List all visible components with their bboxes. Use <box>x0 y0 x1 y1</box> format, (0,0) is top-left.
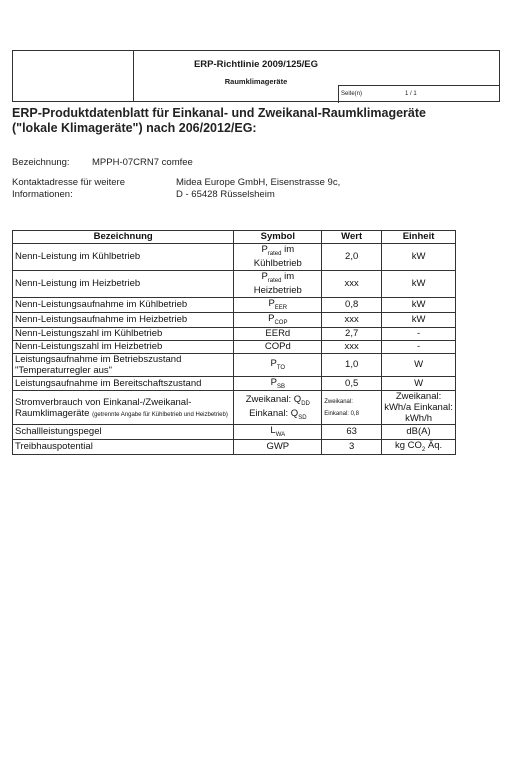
header-designation: Bezeichnung <box>13 231 234 244</box>
row-value: 0,5 <box>322 376 382 391</box>
row-unit: W <box>382 353 456 376</box>
row-symbol: $P_{EER}$ <box>234 297 322 312</box>
header-box <box>12 50 500 102</box>
row-symbol: $P_{COP}$ <box>234 312 322 327</box>
row-label: Nenn-Leistung im Heizbetrieb <box>13 270 234 297</box>
row-label: Nenn-Leistungsaufnahme im Kühlbetrieb <box>13 297 234 312</box>
row-symbol: $P_{rated}$ im Kühlbetrieb <box>234 244 322 271</box>
page-number: 1 / 1 <box>405 91 417 97</box>
row-unit: W <box>382 376 456 391</box>
contact-value-line2: D - 65428 Rüsselsheim <box>176 189 275 200</box>
table-row <box>13 270 456 297</box>
table-row <box>13 297 456 312</box>
header-symbol: Symbol <box>234 231 322 244</box>
contact-label-line2: Informationen: <box>12 189 73 200</box>
row-label: Schallleistungspegel <box>13 425 234 440</box>
row-label: Nenn-Leistungsaufnahme im Heizbetrieb <box>13 312 234 327</box>
document-title-line1: ERP-Produktdatenblatt für Einkanal- und Zweikanal-Raumklimageräte <box>12 106 426 120</box>
row-symbol: $P_{TO}$ <box>234 353 322 376</box>
table-row <box>13 340 456 353</box>
contact-label-line1: Kontaktadresse für weitere <box>12 177 126 188</box>
table-row <box>13 353 456 376</box>
page-info-box <box>338 85 499 103</box>
header-value: Wert <box>322 231 382 244</box>
row-value: 0,8 <box>322 297 382 312</box>
directive-title: ERP-Richtlinie 2009/125/EG <box>193 59 319 70</box>
header-logo-area <box>13 51 134 101</box>
designation-label: Bezeichnung: <box>12 157 70 168</box>
row-value: xxx <box>322 340 382 353</box>
row-unit: kW <box>382 297 456 312</box>
row-value: xxx <box>322 312 382 327</box>
row-symbol: $P_{rated}$ im Heizbetrieb <box>234 270 322 297</box>
table-row <box>13 376 456 391</box>
row-unit: Zweikanal: kWh/a Einkanal: kWh/h <box>382 391 456 425</box>
row-unit: kW <box>382 312 456 327</box>
row-symbol: $L_{WA}$ <box>234 425 322 440</box>
designation-value: MPPH-07CRN7 comfee <box>92 157 193 168</box>
row-label: Treibhauspotential <box>13 440 234 455</box>
contact-value-line1: Midea Europe GmbH, Eisenstrasse 9c, <box>176 177 341 188</box>
row-unit: kW <box>382 270 456 297</box>
table-header-row <box>13 231 456 244</box>
row-label: Nenn-Leistungszahl im Heizbetrieb <box>13 340 234 353</box>
row-unit: - <box>382 340 456 353</box>
directive-subtitle: Raumklimageräte <box>224 77 288 86</box>
row-value: 2,0 <box>322 244 382 271</box>
row-symbol: Zweikanal: $Q_{DD}$ Einkanal: $Q_{SD}$ <box>234 391 322 425</box>
row-label: Nenn-Leistungszahl im Kühlbetrieb <box>13 327 234 340</box>
product-data-table <box>12 230 456 455</box>
table-row <box>13 244 456 271</box>
row-value: 63 <box>322 425 382 440</box>
row-symbol: COPd <box>234 340 322 353</box>
row-label: Nenn-Leistung im Kühlbetrieb <box>13 244 234 271</box>
document-title-line2: ("lokale Klimageräte") nach 206/2012/EG: <box>12 121 257 135</box>
row-symbol: $P_{SB}$ <box>234 376 322 391</box>
row-value: 1,0 <box>322 353 382 376</box>
row-symbol: EERd <box>234 327 322 340</box>
row-unit: - <box>382 327 456 340</box>
row-value: xxx <box>322 270 382 297</box>
row-value: 2,7 <box>322 327 382 340</box>
row-unit: kg $CO_2$ Äq. <box>382 440 456 455</box>
row-symbol: GWP <box>234 440 322 455</box>
row-unit: kW <box>382 244 456 271</box>
table-row <box>13 440 456 455</box>
row-value: Zweikanal: Einkanal: 0,8 <box>322 391 382 425</box>
row-unit: dB(A) <box>382 425 456 440</box>
page-label: Seite(n) <box>341 91 363 97</box>
table-row <box>13 312 456 327</box>
table-row <box>13 327 456 340</box>
header-unit: Einheit <box>382 231 456 244</box>
row-label: Leistungsaufnahme im Betriebszustand "Temperaturregler aus" <box>13 353 234 376</box>
row-value: 3 <box>322 440 382 455</box>
row-label: Leistungsaufnahme im Bereitschaftszustand <box>13 376 234 391</box>
document-title <box>12 106 500 136</box>
row-label: Stromverbrauch von Einkanal-/Zweikanal- Raumklimageräte (getrennte Angabe für Kühlbetrieb und Heizbetrieb) <box>13 391 234 425</box>
table-row <box>13 425 456 440</box>
table-row-power-consumption <box>13 391 456 425</box>
